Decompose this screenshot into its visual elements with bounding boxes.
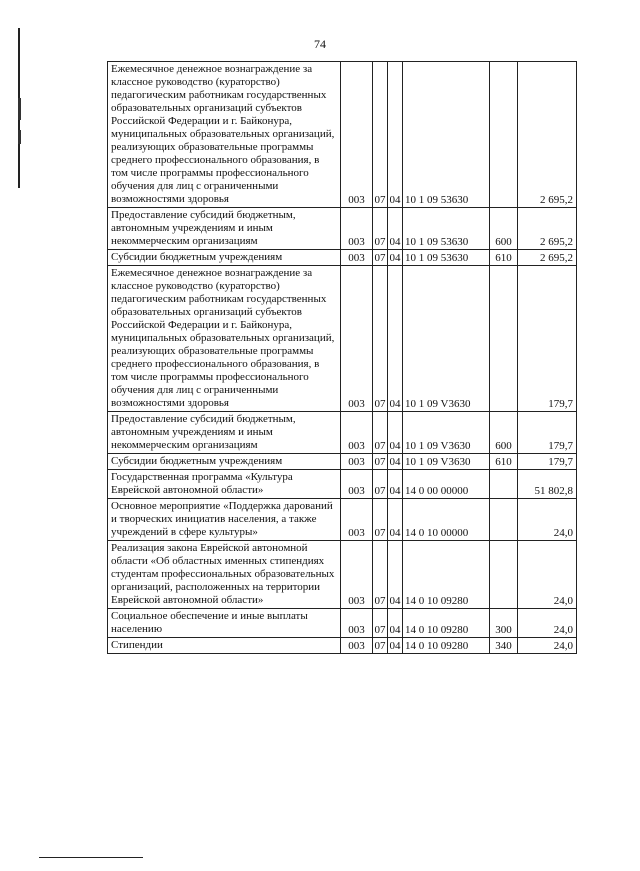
- table-row: [108, 266, 577, 412]
- amount-cell: 179,7: [518, 266, 577, 412]
- expense-type-code-cell: 340: [490, 638, 518, 654]
- subsection-code-cell: 04: [388, 412, 403, 454]
- subsection-code-cell: 04: [388, 208, 403, 250]
- footnote-separator: [39, 857, 143, 858]
- ministry-code-cell: 003: [341, 250, 373, 266]
- expense-type-code-cell: [490, 541, 518, 609]
- row-name-cell: Социальное обеспечение и иные выплаты населению: [108, 609, 341, 638]
- table-row: [108, 412, 577, 454]
- section-code-cell: 07: [373, 412, 388, 454]
- target-article-code-cell: 14 0 10 09280: [403, 638, 490, 654]
- target-article-code-cell: 14 0 10 00000: [403, 499, 490, 541]
- row-name-cell: Реализация закона Еврейской автономной области «Об областных именных стипендиях студентам профессиональных образовательных организаций, расположенных на территории Еврейской автономной области»: [108, 541, 341, 609]
- section-code-cell: 07: [373, 62, 388, 208]
- section-code-cell: 07: [373, 541, 388, 609]
- table-row: [108, 62, 577, 208]
- row-name-cell: Предоставление субсидий бюджетным, автономным учреждениям и иным некоммерческим организациям: [108, 412, 341, 454]
- target-article-code-cell: 14 0 10 09280: [403, 609, 490, 638]
- subsection-code-cell: 04: [388, 609, 403, 638]
- expense-type-code-cell: [490, 470, 518, 499]
- left-margin-mark: [18, 98, 21, 120]
- ministry-code-cell: 003: [341, 266, 373, 412]
- section-code-cell: 07: [373, 266, 388, 412]
- target-article-code-cell: 10 1 09 53630: [403, 208, 490, 250]
- amount-cell: 24,0: [518, 609, 577, 638]
- row-name-cell: Субсидии бюджетным учреждениям: [108, 250, 341, 266]
- ministry-code-cell: 003: [341, 470, 373, 499]
- subsection-code-cell: 04: [388, 499, 403, 541]
- budget-table: [107, 61, 577, 654]
- target-article-code-cell: 10 1 09 53630: [403, 250, 490, 266]
- subsection-code-cell: 04: [388, 470, 403, 499]
- ministry-code-cell: 003: [341, 62, 373, 208]
- row-name-cell: Субсидии бюджетным учреждениям: [108, 454, 341, 470]
- expense-type-code-cell: [490, 266, 518, 412]
- amount-cell: 179,7: [518, 454, 577, 470]
- target-article-code-cell: 10 1 09 V3630: [403, 412, 490, 454]
- table-row: [108, 454, 577, 470]
- expense-type-code-cell: 610: [490, 454, 518, 470]
- subsection-code-cell: 04: [388, 541, 403, 609]
- row-name-cell: Государственная программа «Культура Еврейской автономной области»: [108, 470, 341, 499]
- amount-cell: 179,7: [518, 412, 577, 454]
- table-row: [108, 638, 577, 654]
- table-row: [108, 541, 577, 609]
- left-margin-mark: [18, 130, 21, 144]
- ministry-code-cell: 003: [341, 412, 373, 454]
- row-name-cell: Стипендии: [108, 638, 341, 654]
- amount-cell: 2 695,2: [518, 250, 577, 266]
- subsection-code-cell: 04: [388, 250, 403, 266]
- section-code-cell: 07: [373, 499, 388, 541]
- ministry-code-cell: 003: [341, 499, 373, 541]
- table-row: [108, 250, 577, 266]
- expense-type-code-cell: 600: [490, 412, 518, 454]
- section-code-cell: 07: [373, 470, 388, 499]
- expense-type-code-cell: 300: [490, 609, 518, 638]
- amount-cell: 2 695,2: [518, 208, 577, 250]
- row-name-cell: Основное мероприятие «Поддержка дарований и творческих инициатив населения, а также учреждений в сфере культуры»: [108, 499, 341, 541]
- subsection-code-cell: 04: [388, 62, 403, 208]
- expense-type-code-cell: [490, 499, 518, 541]
- ministry-code-cell: 003: [341, 541, 373, 609]
- subsection-code-cell: 04: [388, 454, 403, 470]
- target-article-code-cell: 14 0 00 00000: [403, 470, 490, 499]
- target-article-code-cell: 10 1 09 53630: [403, 62, 490, 208]
- row-name-cell: Предоставление субсидий бюджетным, автономным учреждениям и иным некоммерческим организациям: [108, 208, 341, 250]
- amount-cell: 2 695,2: [518, 62, 577, 208]
- amount-cell: 24,0: [518, 541, 577, 609]
- row-name-cell: Ежемесячное денежное вознаграждение за классное руководство (кураторство) педагогическим работникам государственных образовательных организаций субъектов Российской Федерации и г. Байконура, муниципальных образовательных организаций, реализующих образовательные программы среднего профессионального образования, в том числе программы профессионального обучения для лиц с ограниченными возможностями здоровья: [108, 62, 341, 208]
- section-code-cell: 07: [373, 208, 388, 250]
- section-code-cell: 07: [373, 454, 388, 470]
- subsection-code-cell: 04: [388, 266, 403, 412]
- row-name-cell: Ежемесячное денежное вознаграждение за классное руководство (кураторство) педагогическим работникам государственных образовательных организаций субъектов Российской Федерации и г. Байконура, муниципальных образовательных организаций, реализующих образовательные программы среднего профессионального образования, в том числе программы профессионального обучения для лиц с ограниченными возможностями здоровья: [108, 266, 341, 412]
- table-row: [108, 470, 577, 499]
- section-code-cell: 07: [373, 609, 388, 638]
- amount-cell: 24,0: [518, 499, 577, 541]
- table-row: [108, 208, 577, 250]
- amount-cell: 24,0: [518, 638, 577, 654]
- subsection-code-cell: 04: [388, 638, 403, 654]
- ministry-code-cell: 003: [341, 609, 373, 638]
- ministry-code-cell: 003: [341, 454, 373, 470]
- ministry-code-cell: 003: [341, 208, 373, 250]
- target-article-code-cell: 14 0 10 09280: [403, 541, 490, 609]
- amount-cell: 51 802,8: [518, 470, 577, 499]
- section-code-cell: 07: [373, 638, 388, 654]
- page-number: 74: [314, 37, 326, 51]
- section-code-cell: 07: [373, 250, 388, 266]
- expense-type-code-cell: 610: [490, 250, 518, 266]
- ministry-code-cell: 003: [341, 638, 373, 654]
- target-article-code-cell: 10 1 09 V3630: [403, 454, 490, 470]
- expense-type-code-cell: 600: [490, 208, 518, 250]
- target-article-code-cell: 10 1 09 V3630: [403, 266, 490, 412]
- expense-type-code-cell: [490, 62, 518, 208]
- table-row: [108, 609, 577, 638]
- table-row: [108, 499, 577, 541]
